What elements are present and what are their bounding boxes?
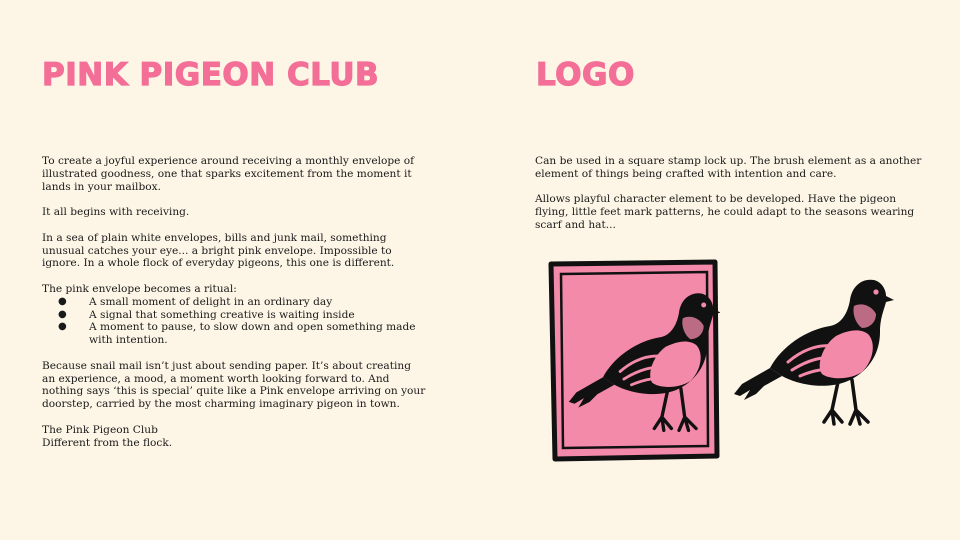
logo-paragraph-2: Allows playful character element to be developed. Have the pigeon flying, little feet mark patterns, he could adapt to the seasons wearing scarf and hat...: [535, 193, 915, 231]
list-item: ● A small moment of delight in an ordinary day: [42, 296, 427, 309]
intro-paragraph: To create a joyful experience around receiving a monthly envelope of illustrated goodness, one that sparks excitement from the moment it lands in your mailbox.: [42, 155, 415, 193]
logo-paragraph-1: Can be used in a square stamp lock up. The brush element as a another element of things being crafted with intention and care.: [535, 155, 922, 180]
list-item: ● A signal that something creative is waiting inside: [42, 309, 427, 322]
pigeon-stamp-logo: [545, 256, 720, 464]
receiving-paragraph: It all begins with receiving.: [42, 206, 190, 219]
list-item: ● A moment to pause, to slow down and open something made with intention.: [42, 321, 427, 347]
page-title: PINK PIGEON CLUB: [42, 57, 380, 93]
signoff-tagline: Different from the flock.: [42, 436, 173, 449]
ritual-list: [42, 296, 427, 347]
intro-text-column: [42, 155, 427, 449]
envelope-paragraph: In a sea of plain white envelopes, bills and junk mail, something unusual catches your eye... a bright pink envelope. Impossible to ignore. In a whole flock of everyday pigeons, this one is different.: [42, 231, 395, 270]
signoff-club-name: The Pink Pigeon Club: [42, 423, 158, 436]
ritual-intro: The pink envelope becomes a ritual:: [42, 282, 237, 295]
pigeon-icon: [730, 268, 898, 452]
logo-text-column: [535, 155, 930, 245]
snail-mail-paragraph: Because snail mail isn’t just about sending paper. It’s about creating an experience, a mood, a moment worth looking forward to. And nothing says ‘this is special’ quite like a Pink envelope arriving on your doorstep, carried by the most charming imaginary pigeon in town.: [42, 359, 426, 411]
logo-section-title: LOGO: [536, 57, 635, 93]
